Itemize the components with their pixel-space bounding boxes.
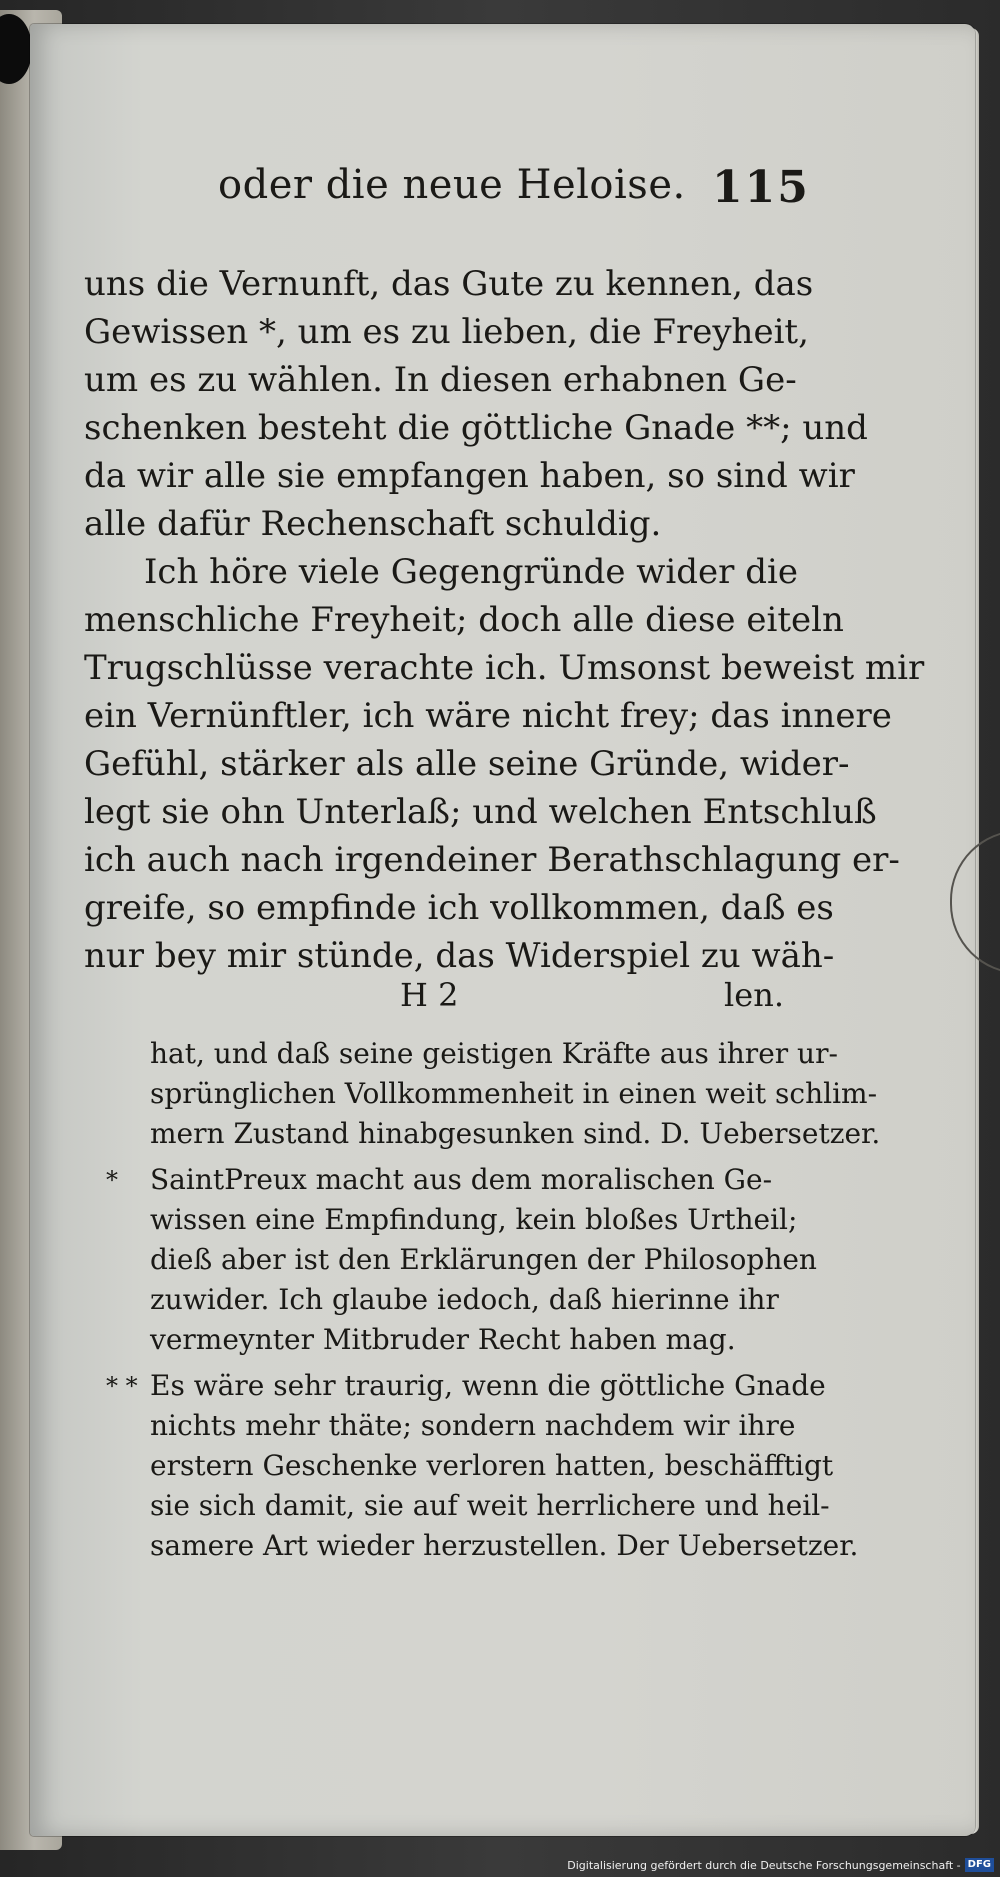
footnote-line: vermeynter Mitbruder Recht haben mag.	[150, 1323, 736, 1356]
text-line: Ich höre viele Gegengründe wider die	[144, 552, 798, 592]
footnote-line: SaintPreux macht aus dem moralischen Ge-	[150, 1163, 773, 1196]
footnote-line: sprünglichen Vollkommenheit in einen weit schlim-	[150, 1077, 878, 1110]
text-line: menschliche Freyheit; doch alle diese eiteln	[84, 600, 844, 640]
text-line: ein Vernünftler, ich wäre nicht frey; das innere	[84, 696, 892, 736]
footnote-continuation	[150, 1034, 881, 1154]
digitization-credit	[567, 1855, 994, 1875]
footnotes	[106, 1034, 881, 1572]
credit-text: Digitalisierung gefördert durch die Deutsche Forschungsgemeinschaft -	[567, 1858, 961, 1872]
text-line: ich auch nach irgendeiner Berathschlagung er-	[84, 840, 900, 880]
binding-hole	[0, 14, 32, 84]
dfg-logo: DFG	[965, 1858, 994, 1872]
text-line: greife, so empfinde ich vollkommen, daß es	[84, 888, 834, 928]
catchword: len.	[724, 976, 784, 1014]
signature-mark: H 2	[400, 976, 459, 1014]
footnote-line: hat, und daß seine geistigen Kräfte aus ihrer ur-	[150, 1037, 838, 1070]
footnote-line: dieß aber ist den Erklärungen der Philosophen	[150, 1243, 817, 1276]
footnote-2	[106, 1366, 859, 1566]
text-line: nur bey mir stünde, das Widerspiel zu wäh-	[84, 936, 835, 976]
footnote-line: erstern Geschenke verloren hatten, beschäfftigt	[150, 1449, 834, 1482]
page-header	[0, 162, 1000, 218]
footnote-marker: *	[106, 1166, 118, 1194]
footnote-line: zuwider. Ich glaube iedoch, daß hierinne ihr	[150, 1283, 779, 1316]
text-line: Gefühl, stärker als alle seine Gründe, wider-	[84, 744, 850, 784]
running-head: oder die neue Heloise.	[218, 162, 686, 208]
text-line: legt sie ohn Unterlaß; und welchen Entschluß	[84, 792, 877, 832]
text-line: alle dafür Rechenschaft schuldig.	[84, 504, 662, 544]
footnote-line: mern Zustand hinabgesunken sind. D. Uebersetzer.	[150, 1117, 881, 1150]
footnote-line: nichts mehr thäte; sondern nachdem wir ihre	[150, 1409, 796, 1442]
footnote-line: wissen eine Empfindung, kein bloßes Urtheil;	[150, 1203, 798, 1236]
text-line: schenken besteht die göttliche Gnade **; und	[84, 408, 868, 448]
text-line: Gewissen *, um es zu lieben, die Freyheit,	[84, 312, 809, 352]
text-line: Trugschlüsse verachte ich. Umsonst beweist mir	[84, 648, 925, 688]
footnote-marker: * *	[106, 1372, 138, 1400]
signature-row	[84, 976, 784, 1020]
text-line: da wir alle sie empfangen haben, so sind wir	[84, 456, 855, 496]
main-text	[84, 260, 925, 980]
footnote-line: sie sich damit, sie auf weit herrlichere und heil-	[150, 1489, 830, 1522]
text-line: uns die Vernunft, das Gute zu kennen, das	[84, 264, 814, 304]
footnote-line: samere Art wieder herzustellen. Der Uebersetzer.	[150, 1529, 859, 1562]
footnote-1	[106, 1160, 817, 1360]
footnote-line: Es wäre sehr traurig, wenn die göttliche Gnade	[150, 1369, 826, 1402]
page-number: 115	[712, 162, 810, 213]
text-line: um es zu wählen. In diesen erhabnen Ge-	[84, 360, 797, 400]
